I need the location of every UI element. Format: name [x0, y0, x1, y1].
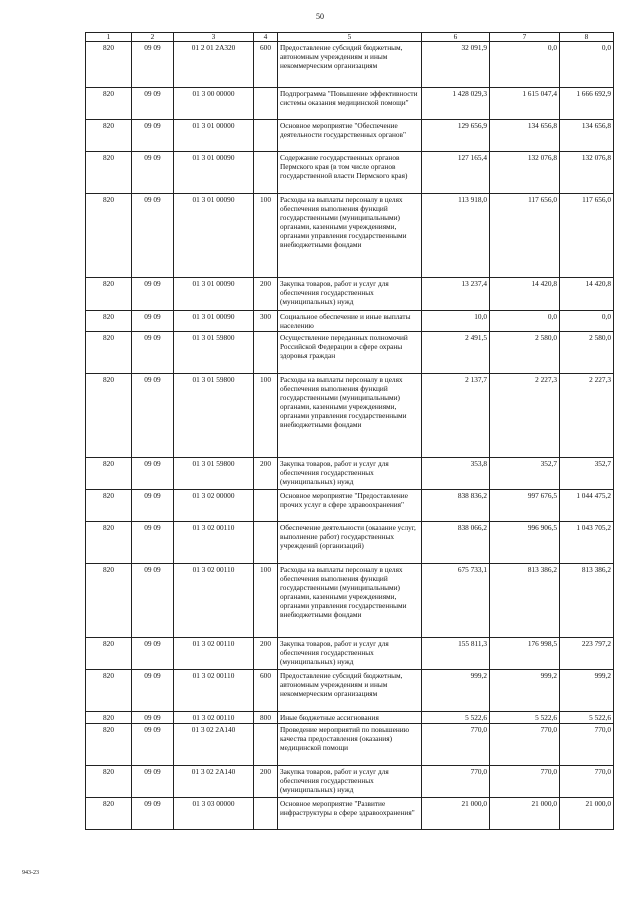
- item-name-cell: Содержание государственных органов Пермского края (в том числе органов государственной власти Пермского края): [278, 152, 422, 194]
- expense-type-cell: 200: [254, 278, 278, 311]
- amount-year3-cell: 770,0: [560, 724, 614, 766]
- table-row: [86, 490, 614, 522]
- section-code-cell: 09 09: [132, 88, 174, 120]
- admin-code-cell: 820: [86, 42, 132, 88]
- admin-code-cell: 820: [86, 638, 132, 670]
- amount-year3-cell: 813 386,2: [560, 564, 614, 638]
- amount-year1-cell: 675 733,1: [422, 564, 490, 638]
- section-code-cell: 09 09: [132, 120, 174, 152]
- section-code-cell: 09 09: [132, 766, 174, 798]
- expense-type-cell: 200: [254, 766, 278, 798]
- expense-type-cell: 300: [254, 311, 278, 332]
- amount-year1-cell: 353,8: [422, 458, 490, 490]
- target-code-cell: 01 3 02 00110: [174, 522, 254, 564]
- section-code-cell: 09 09: [132, 332, 174, 374]
- amount-year2-cell: 770,0: [490, 724, 560, 766]
- expense-type-cell: [254, 152, 278, 194]
- amount-year3-cell: 132 076,8: [560, 152, 614, 194]
- column-number: 7: [490, 33, 560, 42]
- admin-code-cell: 820: [86, 712, 132, 724]
- item-name-cell: Закупка товаров, работ и услуг для обеспечения государственных (муниципальных) нужд: [278, 766, 422, 798]
- item-name-cell: Предоставление субсидий бюджетным, автономным учреждениям и иным некоммерческим организациям: [278, 670, 422, 712]
- amount-year3-cell: 1 666 692,9: [560, 88, 614, 120]
- header-row: [86, 33, 614, 42]
- amount-year1-cell: 10,0: [422, 311, 490, 332]
- expense-type-cell: [254, 490, 278, 522]
- item-name-cell: Подпрограмма "Повышение эффективности системы оказания медицинской помощи": [278, 88, 422, 120]
- table-row: [86, 766, 614, 798]
- table-row: [86, 374, 614, 458]
- section-code-cell: 09 09: [132, 152, 174, 194]
- amount-year3-cell: 5 522,6: [560, 712, 614, 724]
- expense-type-cell: [254, 522, 278, 564]
- amount-year2-cell: 132 076,8: [490, 152, 560, 194]
- amount-year1-cell: 32 091,9: [422, 42, 490, 88]
- target-code-cell: 01 2 01 2А320: [174, 42, 254, 88]
- admin-code-cell: 820: [86, 522, 132, 564]
- amount-year3-cell: 1 043 705,2: [560, 522, 614, 564]
- amount-year2-cell: 21 000,0: [490, 798, 560, 830]
- amount-year1-cell: 5 522,6: [422, 712, 490, 724]
- target-code-cell: 01 3 02 2А140: [174, 724, 254, 766]
- amount-year2-cell: 999,2: [490, 670, 560, 712]
- column-number: 6: [422, 33, 490, 42]
- section-code-cell: 09 09: [132, 564, 174, 638]
- amount-year2-cell: 813 386,2: [490, 564, 560, 638]
- amount-year1-cell: 155 811,3: [422, 638, 490, 670]
- amount-year1-cell: 2 491,5: [422, 332, 490, 374]
- amount-year2-cell: 770,0: [490, 766, 560, 798]
- amount-year3-cell: 21 000,0: [560, 798, 614, 830]
- amount-year2-cell: 2 227,3: [490, 374, 560, 458]
- column-number: 4: [254, 33, 278, 42]
- section-code-cell: 09 09: [132, 490, 174, 522]
- table-row: [86, 798, 614, 830]
- amount-year1-cell: 113 918,0: [422, 194, 490, 278]
- admin-code-cell: 820: [86, 564, 132, 638]
- expense-type-cell: 100: [254, 374, 278, 458]
- item-name-cell: Иные бюджетные ассигнования: [278, 712, 422, 724]
- target-code-cell: 01 3 01 00090: [174, 194, 254, 278]
- item-name-cell: Закупка товаров, работ и услуг для обеспечения государственных (муниципальных) нужд: [278, 458, 422, 490]
- amount-year2-cell: 997 676,5: [490, 490, 560, 522]
- table-row: [86, 42, 614, 88]
- item-name-cell: Предоставление субсидий бюджетным, автономным учреждениям и иным некоммерческим организациям: [278, 42, 422, 88]
- table-row: [86, 522, 614, 564]
- amount-year3-cell: 117 656,0: [560, 194, 614, 278]
- section-code-cell: 09 09: [132, 670, 174, 712]
- expense-type-cell: 100: [254, 564, 278, 638]
- amount-year3-cell: 999,2: [560, 670, 614, 712]
- admin-code-cell: 820: [86, 88, 132, 120]
- expense-type-cell: [254, 120, 278, 152]
- amount-year2-cell: 5 522,6: [490, 712, 560, 724]
- amount-year2-cell: 117 656,0: [490, 194, 560, 278]
- table-row: [86, 712, 614, 724]
- amount-year2-cell: 352,7: [490, 458, 560, 490]
- page-number: 50: [316, 12, 324, 21]
- admin-code-cell: 820: [86, 311, 132, 332]
- table-row: [86, 332, 614, 374]
- admin-code-cell: 820: [86, 798, 132, 830]
- admin-code-cell: 820: [86, 332, 132, 374]
- admin-code-cell: 820: [86, 120, 132, 152]
- admin-code-cell: 820: [86, 374, 132, 458]
- item-name-cell: Расходы на выплаты персоналу в целях обеспечения выполнения функций государственными (муниципальными) органами, казенными учреждениями, органами управления государственными внебюджетными фондами: [278, 374, 422, 458]
- item-name-cell: Расходы на выплаты персоналу в целях обеспечения выполнения функций государственными (муниципальными) органами, казенными учреждениями, органами управления государственными внебюджетными фондами: [278, 564, 422, 638]
- amount-year3-cell: 0,0: [560, 42, 614, 88]
- target-code-cell: 01 3 00 00000: [174, 88, 254, 120]
- amount-year1-cell: 770,0: [422, 766, 490, 798]
- amount-year3-cell: 2 227,3: [560, 374, 614, 458]
- table-row: [86, 638, 614, 670]
- table-row: [86, 278, 614, 311]
- target-code-cell: 01 3 02 00110: [174, 712, 254, 724]
- amount-year3-cell: 1 044 475,2: [560, 490, 614, 522]
- admin-code-cell: 820: [86, 670, 132, 712]
- target-code-cell: 01 3 01 00090: [174, 152, 254, 194]
- item-name-cell: Основное мероприятие "Обеспечение деятельности государственных органов": [278, 120, 422, 152]
- amount-year3-cell: 2 580,0: [560, 332, 614, 374]
- expense-type-cell: 800: [254, 712, 278, 724]
- target-code-cell: 01 3 02 2А140: [174, 766, 254, 798]
- column-number: 8: [560, 33, 614, 42]
- target-code-cell: 01 3 01 59800: [174, 374, 254, 458]
- amount-year1-cell: 2 137,7: [422, 374, 490, 458]
- amount-year2-cell: 0,0: [490, 42, 560, 88]
- target-code-cell: 01 3 02 00000: [174, 490, 254, 522]
- expense-type-cell: [254, 724, 278, 766]
- amount-year1-cell: 13 237,4: [422, 278, 490, 311]
- item-name-cell: Обеспечение деятельности (оказание услуг, выполнение работ) государственных учреждений (организаций): [278, 522, 422, 564]
- amount-year3-cell: 134 656,8: [560, 120, 614, 152]
- item-name-cell: Расходы на выплаты персоналу в целях обеспечения выполнения функций государственными (муниципальными) органами, казенными учреждениями, органами управления государственными внебюджетными фондами: [278, 194, 422, 278]
- section-code-cell: 09 09: [132, 798, 174, 830]
- target-code-cell: 01 3 02 00110: [174, 670, 254, 712]
- target-code-cell: 01 3 02 00110: [174, 638, 254, 670]
- admin-code-cell: 820: [86, 724, 132, 766]
- amount-year2-cell: 1 615 047,4: [490, 88, 560, 120]
- amount-year3-cell: 352,7: [560, 458, 614, 490]
- amount-year2-cell: 0,0: [490, 311, 560, 332]
- amount-year2-cell: 176 998,5: [490, 638, 560, 670]
- amount-year1-cell: 129 656,9: [422, 120, 490, 152]
- section-code-cell: 09 09: [132, 724, 174, 766]
- item-name-cell: Социальное обеспечение и иные выплаты населению: [278, 311, 422, 332]
- table-row: [86, 194, 614, 278]
- table-row: [86, 311, 614, 332]
- column-number: 1: [86, 33, 132, 42]
- target-code-cell: 01 3 02 00110: [174, 564, 254, 638]
- admin-code-cell: 820: [86, 278, 132, 311]
- footer-code: 943-23: [22, 870, 39, 876]
- expense-type-cell: 200: [254, 638, 278, 670]
- amount-year1-cell: 999,2: [422, 670, 490, 712]
- section-code-cell: 09 09: [132, 522, 174, 564]
- column-number: 2: [132, 33, 174, 42]
- table-body: [86, 42, 614, 830]
- admin-code-cell: 820: [86, 766, 132, 798]
- section-code-cell: 09 09: [132, 194, 174, 278]
- amount-year2-cell: 996 906,5: [490, 522, 560, 564]
- section-code-cell: 09 09: [132, 458, 174, 490]
- item-name-cell: Закупка товаров, работ и услуг для обеспечения государственных (муниципальных) нужд: [278, 638, 422, 670]
- amount-year3-cell: 223 797,2: [560, 638, 614, 670]
- admin-code-cell: 820: [86, 194, 132, 278]
- admin-code-cell: 820: [86, 458, 132, 490]
- table-row: [86, 88, 614, 120]
- amount-year2-cell: 14 420,8: [490, 278, 560, 311]
- amount-year3-cell: 14 420,8: [560, 278, 614, 311]
- admin-code-cell: 820: [86, 490, 132, 522]
- section-code-cell: 09 09: [132, 278, 174, 311]
- item-name-cell: Основное мероприятие "Развитие инфраструктуры в сфере здравоохранения": [278, 798, 422, 830]
- table-row: [86, 564, 614, 638]
- budget-table: [85, 32, 614, 830]
- amount-year1-cell: 838 836,2: [422, 490, 490, 522]
- amount-year1-cell: 770,0: [422, 724, 490, 766]
- amount-year2-cell: 134 656,8: [490, 120, 560, 152]
- expense-type-cell: [254, 88, 278, 120]
- expense-type-cell: 200: [254, 458, 278, 490]
- table-row: [86, 724, 614, 766]
- amount-year1-cell: 1 428 029,3: [422, 88, 490, 120]
- section-code-cell: 09 09: [132, 42, 174, 88]
- amount-year3-cell: 0,0: [560, 311, 614, 332]
- expense-type-cell: 100: [254, 194, 278, 278]
- target-code-cell: 01 3 01 59800: [174, 332, 254, 374]
- table-row: [86, 120, 614, 152]
- item-name-cell: Проведение мероприятий по повышению качества предоставления (оказания) медицинской помощи: [278, 724, 422, 766]
- column-number: 3: [174, 33, 254, 42]
- amount-year3-cell: 770,0: [560, 766, 614, 798]
- table-row: [86, 152, 614, 194]
- expense-type-cell: [254, 798, 278, 830]
- admin-code-cell: 820: [86, 152, 132, 194]
- item-name-cell: Основное мероприятие "Предоставление прочих услуг в сфере здравоохранения": [278, 490, 422, 522]
- expense-type-cell: 600: [254, 670, 278, 712]
- item-name-cell: Закупка товаров, работ и услуг для обеспечения государственных (муниципальных) нужд: [278, 278, 422, 311]
- target-code-cell: 01 3 01 00000: [174, 120, 254, 152]
- target-code-cell: 01 3 03 00000: [174, 798, 254, 830]
- expense-type-cell: [254, 332, 278, 374]
- table-row: [86, 670, 614, 712]
- amount-year1-cell: 21 000,0: [422, 798, 490, 830]
- amount-year1-cell: 127 165,4: [422, 152, 490, 194]
- target-code-cell: 01 3 01 00090: [174, 278, 254, 311]
- section-code-cell: 09 09: [132, 638, 174, 670]
- expense-type-cell: 600: [254, 42, 278, 88]
- section-code-cell: 09 09: [132, 311, 174, 332]
- table-row: [86, 458, 614, 490]
- amount-year2-cell: 2 580,0: [490, 332, 560, 374]
- section-code-cell: 09 09: [132, 712, 174, 724]
- target-code-cell: 01 3 01 00090: [174, 311, 254, 332]
- column-number: 5: [278, 33, 422, 42]
- item-name-cell: Осуществление переданных полномочий Российской Федерации в сфере охраны здоровья граждан: [278, 332, 422, 374]
- target-code-cell: 01 3 01 59800: [174, 458, 254, 490]
- section-code-cell: 09 09: [132, 374, 174, 458]
- amount-year1-cell: 838 066,2: [422, 522, 490, 564]
